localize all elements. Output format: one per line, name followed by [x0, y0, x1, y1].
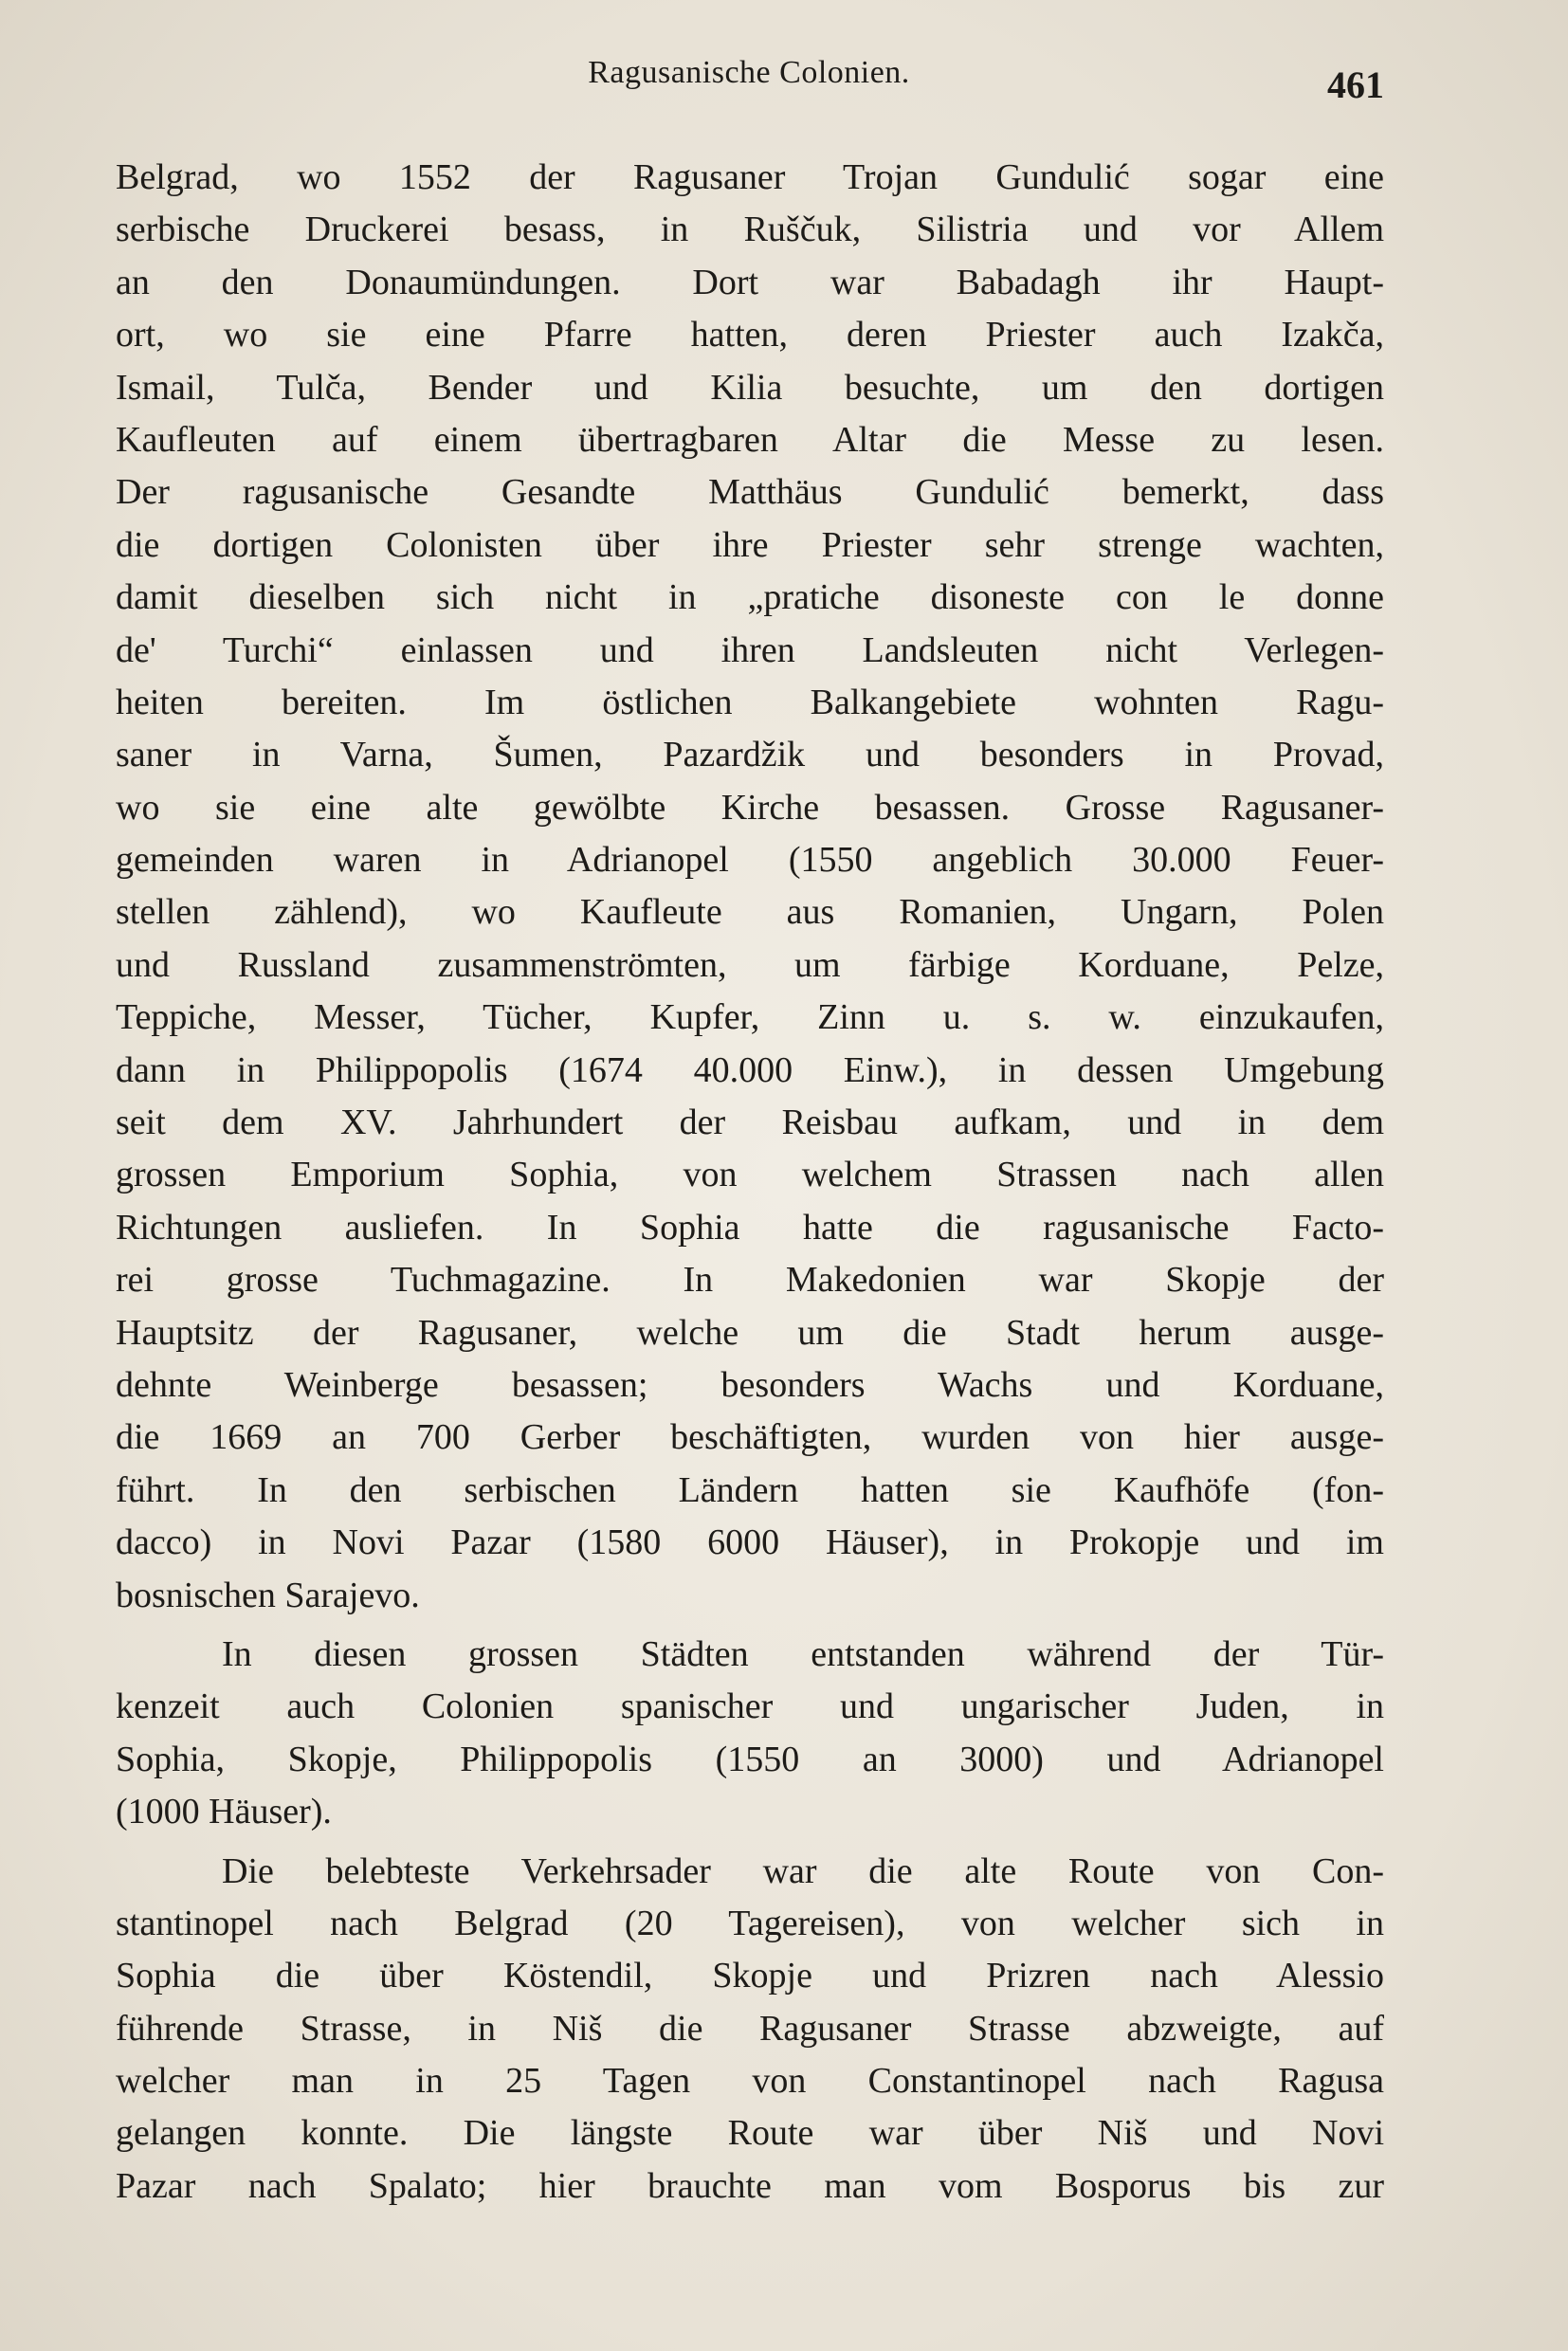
- text-line: heiten bereiten. Im östlichen Balkangebiete wohnten Ragu-: [116, 682, 1384, 722]
- text-line: In diesen grossen Städten entstanden während der Tür-: [222, 1633, 1384, 1674]
- text-line: gelangen konnte. Die längste Route war über Niš und Novi: [116, 2113, 1384, 2154]
- text-line: dacco) in Novi Pazar (1580 6000 Häuser), in Prokopje und im: [116, 1522, 1384, 1563]
- text-line: Pazar nach Spalato; hier brauchte man vom Bosporus bis zur: [116, 2165, 1384, 2206]
- text-line: Sophia, Skopje, Philippopolis (1550 an 3000) und Adrianopel: [116, 1739, 1384, 1779]
- text-line: Belgrad, wo 1552 der Ragusaner Trojan Gundulić sogar eine: [116, 157, 1384, 197]
- text-line: (1000 Häuser).: [116, 1792, 332, 1832]
- text-line: wo sie eine alte gewölbte Kirche besassen. Grosse Ragusaner-: [116, 787, 1384, 828]
- text-line: saner in Varna, Šumen, Pazardžik und besonders in Provad,: [116, 735, 1384, 775]
- text-line: Die belebteste Verkehrsader war die alte Route von Con-: [222, 1850, 1384, 1891]
- running-head: [114, 55, 1384, 106]
- text-line: führt. In den serbischen Ländern hatten sie Kaufhöfe (fon-: [116, 1469, 1384, 1510]
- text-line: Sophia die über Köstendil, Skopje und Prizren nach Alessio: [116, 1956, 1384, 1996]
- text-line: kenzeit auch Colonien spanischer und ungarischer Juden, in: [116, 1686, 1384, 1727]
- page-number: 461: [1327, 64, 1384, 106]
- text-line: damit dieselben sich nicht in „pratiche disoneste con le donne: [116, 577, 1384, 618]
- text-line: rei grosse Tuchmagazine. In Makedonien war Skopje der: [116, 1260, 1384, 1301]
- running-title: Ragusanische Colonien.: [588, 55, 910, 90]
- text-line: gemeinden waren in Adrianopel (1550 angeblich 30.000 Feuer-: [116, 840, 1384, 881]
- text-line: stantinopel nach Belgrad (20 Tagereisen), von welcher sich in: [116, 1903, 1384, 1943]
- text-line: Der ragusanische Gesandte Matthäus Gundulić bemerkt, dass: [116, 472, 1384, 513]
- text-line: Kaufleuten auf einem übertragbaren Altar die Messe zu lesen.: [116, 419, 1384, 460]
- text-line: welcher man in 25 Tagen von Constantinopel nach Ragusa: [116, 2061, 1384, 2102]
- text-line: ort, wo sie eine Pfarre hatten, deren Priester auch Izakča,: [116, 315, 1384, 355]
- text-line: Richtungen ausliefen. In Sophia hatte die ragusanische Facto-: [116, 1207, 1384, 1248]
- text-line: Ismail, Tulča, Bender und Kilia besuchte, um den dortigen: [116, 367, 1384, 408]
- text-line: dehnte Weinberge besassen; besonders Wachs und Korduane,: [116, 1364, 1384, 1405]
- body-text: [116, 152, 1384, 2213]
- paragraph-gap: [116, 1839, 1384, 1846]
- text-line: Teppiche, Messer, Tücher, Kupfer, Zinn u. s. w. einzukaufen,: [116, 997, 1384, 1038]
- text-line: de' Turchi“ einlassen und ihren Landsleuten nicht Verlegen-: [116, 629, 1384, 670]
- text-line: die dortigen Colonisten über ihre Priester sehr strenge wachten,: [116, 524, 1384, 565]
- text-line: bosnischen Sarajevo.: [116, 1575, 420, 1615]
- text-line: die 1669 an 700 Gerber beschäftigten, wurden von hier ausge-: [116, 1417, 1384, 1458]
- text-line: serbische Druckerei besass, in Ruščuk, Silistria und vor Allem: [116, 210, 1384, 250]
- text-line: führende Strasse, in Niš die Ragusaner Strasse abzweigte, auf: [116, 2008, 1384, 2049]
- text-line: Hauptsitz der Ragusaner, welche um die Stadt herum ausge-: [116, 1312, 1384, 1353]
- text-line: seit dem XV. Jahrhundert der Reisbau aufkam, und in dem: [116, 1103, 1384, 1143]
- text-line: an den Donaumündungen. Dort war Babadagh ihr Haupt-: [116, 262, 1384, 302]
- text-line: stellen zählend), wo Kaufleute aus Romanien, Ungarn, Polen: [116, 892, 1384, 933]
- paragraph-gap: [116, 1622, 1384, 1629]
- text-line: und Russland zusammenströmten, um färbige Korduane, Pelze,: [116, 944, 1384, 985]
- text-line: grossen Emporium Sophia, von welchem Strassen nach allen: [116, 1155, 1384, 1195]
- text-line: dann in Philippopolis (1674 40.000 Einw.), in dessen Umgebung: [116, 1049, 1384, 1090]
